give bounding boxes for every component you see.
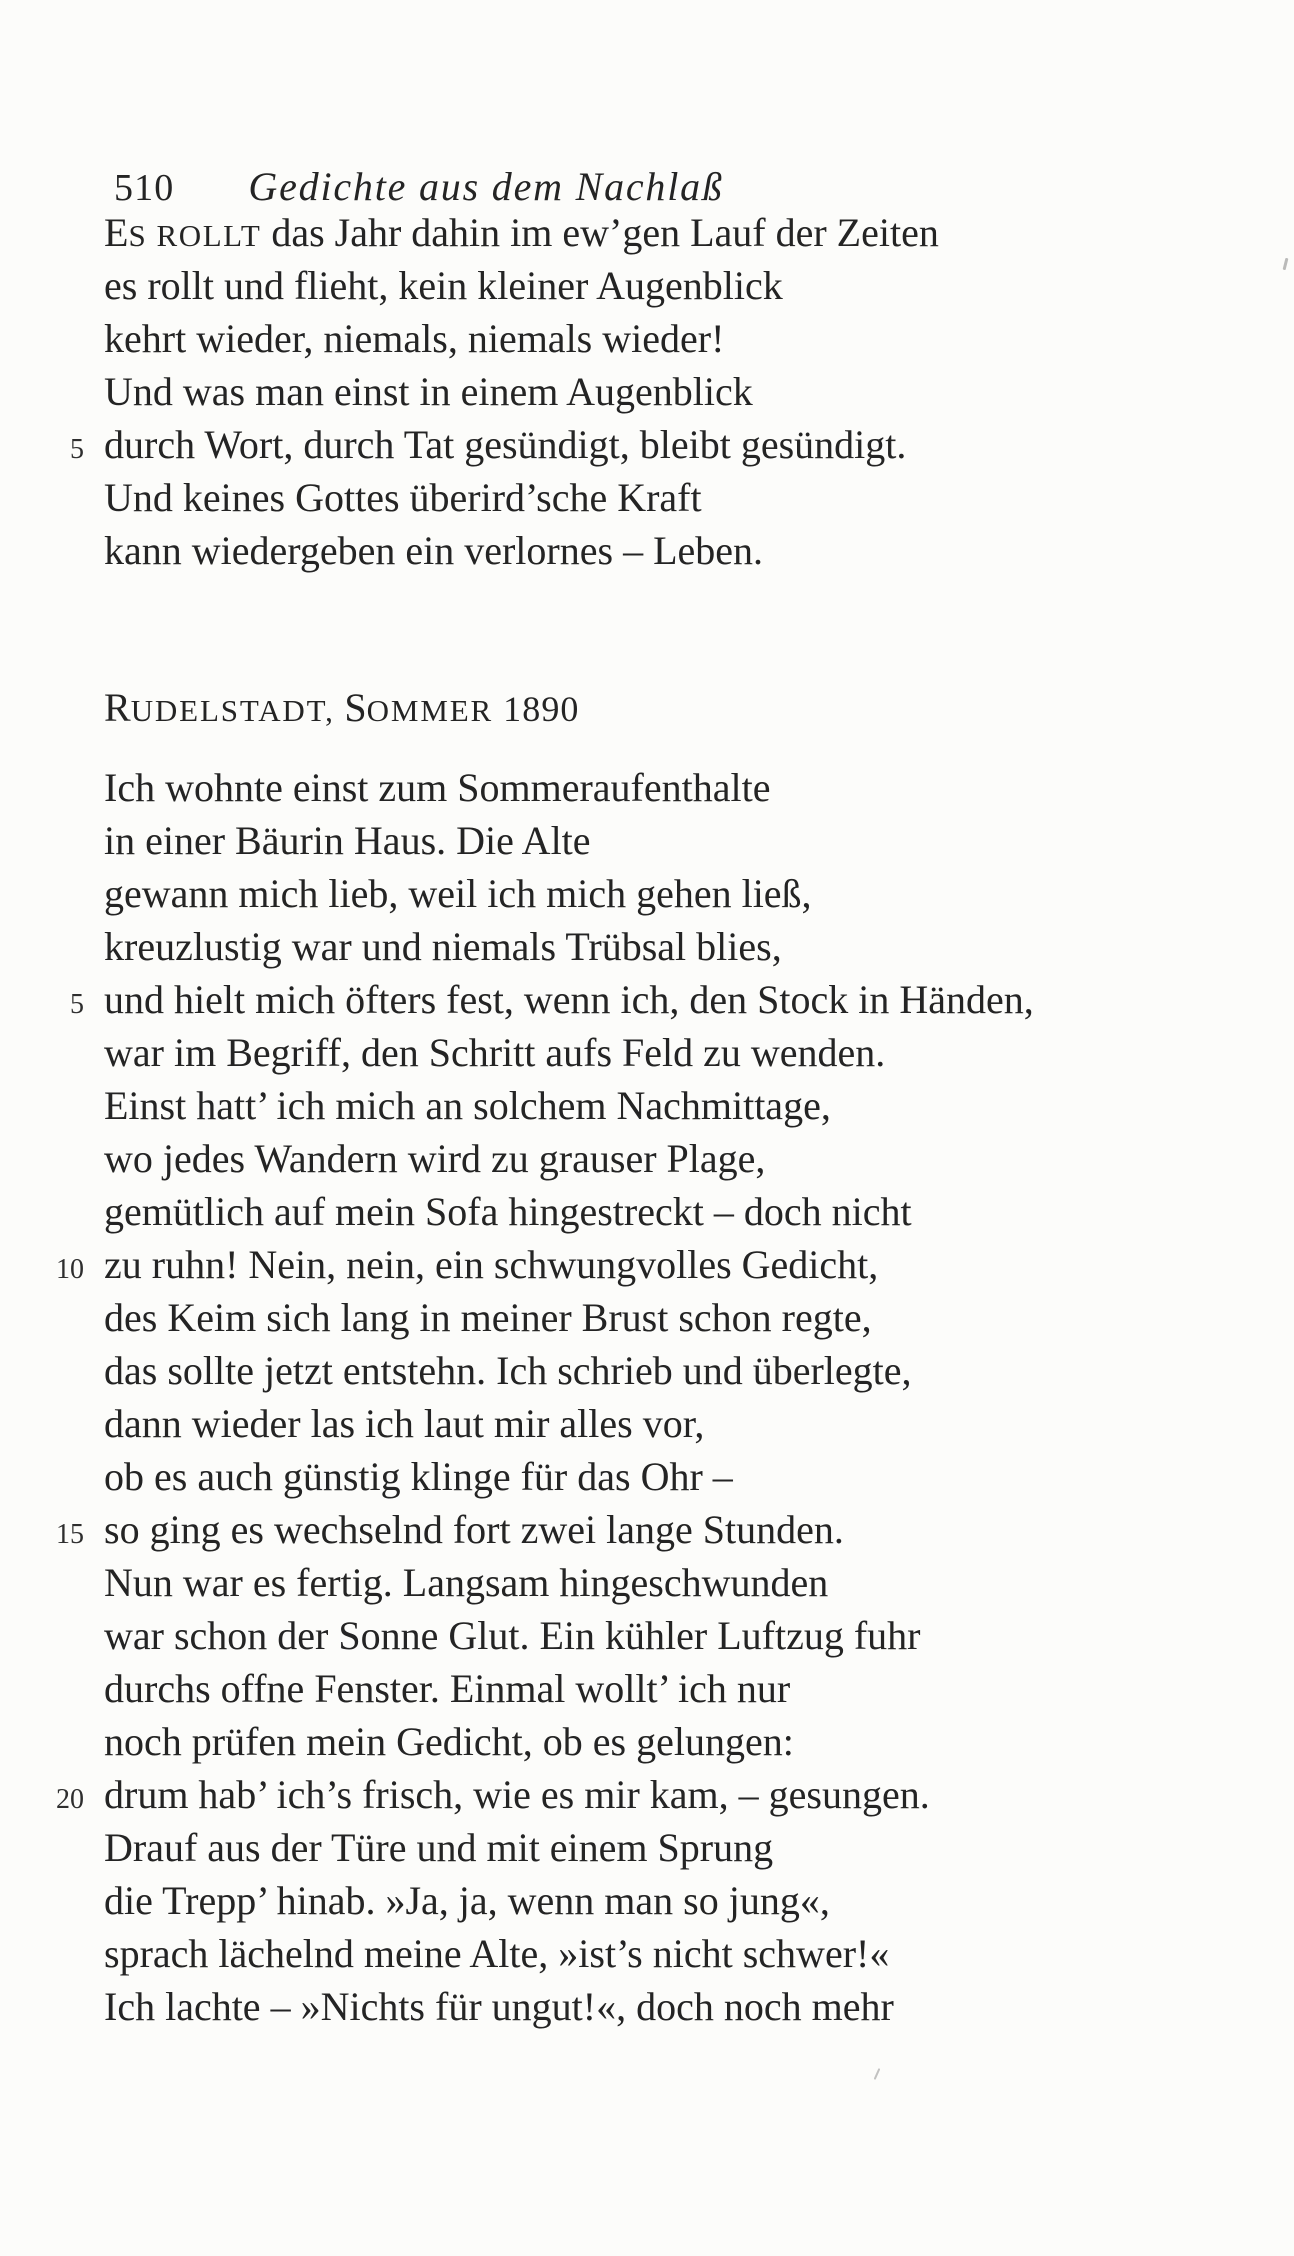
poem-line [0, 1185, 1254, 1238]
verse-line-text: sprach lächelnd meine Alte, »ist’s nicht schwer!« [104, 1931, 890, 1976]
poem-line [0, 418, 1254, 471]
verse-line-text: zu ruhn! Nein, nein, ein schwungvolles Gedicht, [104, 1242, 879, 1287]
verse-line-text: durch Wort, durch Tat gesündigt, bleibt gesündigt. [104, 422, 907, 467]
verse-line-text: dann wieder las ich laut mir alles vor, [104, 1401, 705, 1446]
poem-line [0, 1344, 1254, 1397]
running-title: Gedichte aus dem Nachlaß [248, 164, 724, 209]
verse-line-text: drum hab’ ich’s frisch, wie es mir kam, – gesungen. [104, 1772, 930, 1817]
verse-line-text: Ich lachte – »Nichts für ungut!«, doch noch mehr [104, 1984, 894, 2029]
verse-line-text: so ging es wechselnd fort zwei lange Stunden. [104, 1507, 844, 1552]
verse-line-text: wo jedes Wandern wird zu grauser Plage, [104, 1136, 766, 1181]
poem-title-rudelstadt-sommer-1890 [104, 681, 580, 734]
verse-line-number: 5 [70, 989, 84, 1020]
poem-line [0, 471, 1254, 524]
verse-line-text: Nun war es fertig. Langsam hingeschwunden [104, 1560, 829, 1605]
page-header [98, 115, 1214, 209]
poem-line [0, 1079, 1254, 1132]
poem-line [0, 365, 1254, 418]
verse-line-number: 10 [56, 1254, 84, 1285]
small-caps-text: OMMER [366, 693, 494, 728]
verse-line-text: Ich wohnte einst zum Sommeraufenthalte [104, 765, 771, 810]
poem-line [0, 814, 1254, 867]
poem-line [0, 1556, 1254, 1609]
scan-speck [874, 2068, 881, 2080]
verse-line-text: des Keim sich lang in meiner Brust schon regte, [104, 1295, 872, 1340]
poem-line [0, 1927, 1254, 1980]
verse-line-text: Und keines Gottes überird’sche Kraft [104, 475, 702, 520]
poem-line [0, 1132, 1254, 1185]
poem-rudelstadt [0, 761, 1254, 2033]
poem-line [0, 312, 1254, 365]
verse-line-text: Einst hatt’ ich mich an solchem Nachmittage, [104, 1083, 831, 1128]
poem-line [0, 1026, 1254, 1079]
verse-line-text: die Trepp’ hinab. »Ja, ja, wenn man so jung«, [104, 1878, 830, 1923]
poem-line [0, 1980, 1254, 2033]
poem-line [0, 920, 1254, 973]
date-numerals: 1890 [493, 689, 580, 729]
verse-line-text: das sollte jetzt entstehn. Ich schrieb und überlegte, [104, 1348, 912, 1393]
verse-line-number: 5 [70, 434, 84, 465]
poem-line [0, 1397, 1254, 1450]
verse-line-text: kreuzlustig war und niemals Trübsal blies, [104, 924, 782, 969]
line-text-segment: das Jahr dahin im ew’gen Lauf der Zeiten [261, 210, 939, 255]
poem-line [0, 867, 1254, 920]
poem-line [0, 1662, 1254, 1715]
verse-line-text: war schon der Sonne Glut. Ein kühler Luftzug fuhr [104, 1613, 921, 1658]
verse-line-text: es rollt und flieht, kein kleiner Augenblick [104, 263, 783, 308]
poem-line [0, 1291, 1254, 1344]
verse-line-text: ob es auch günstig klinge für das Ohr – [104, 1454, 733, 1499]
verse-line-text: gemütlich auf mein Sofa hingestreckt – doch nicht [104, 1189, 912, 1234]
poem-line [0, 973, 1254, 1026]
verse-line-text: Drauf aus der Türe und mit einem Sprung [104, 1825, 774, 1870]
poem-line [0, 761, 1254, 814]
small-caps-text: UDELSTADT, [130, 693, 345, 728]
verse-line-text: war im Begriff, den Schritt aufs Feld zu wenden. [104, 1030, 886, 1075]
poem-es-rollt [0, 206, 1254, 577]
verse-line-text: noch prüfen mein Gedicht, ob es gelungen: [104, 1719, 794, 1764]
verse-line-text: gewann mich lieb, weil ich mich gehen ließ, [104, 871, 812, 916]
scan-speck [1283, 258, 1289, 270]
verse-line-text: und hielt mich öfters fest, wenn ich, den Stock in Händen, [104, 977, 1034, 1022]
verse-line-number: 15 [56, 1519, 84, 1550]
lead-capital: R [104, 685, 131, 730]
poem-line [0, 524, 1254, 577]
poem-line [0, 1715, 1254, 1768]
verse-line-text [104, 206, 1254, 262]
verse-line-text: Und was man einst in einem Augenblick [104, 369, 753, 414]
poem-line [0, 1503, 1254, 1556]
verse-line-text: in einer Bäurin Haus. Die Alte [104, 818, 591, 863]
lead-capital: E [104, 210, 129, 255]
poem-line [0, 1821, 1254, 1874]
poem-line [0, 259, 1254, 312]
poem-line [0, 1609, 1254, 1662]
poem-line [0, 1874, 1254, 1927]
lead-capital: S [344, 685, 367, 730]
poem-line [0, 1238, 1254, 1291]
poem-line [0, 1768, 1254, 1821]
poem-line [0, 206, 1254, 259]
small-caps-text: S ROLLT [128, 218, 262, 253]
poem-line [0, 1450, 1254, 1503]
page-number: 510 [114, 167, 175, 209]
verse-line-text: kann wiedergeben ein verlornes – Leben. [104, 528, 764, 573]
verse-line-text: kehrt wieder, niemals, niemals wieder! [104, 316, 725, 361]
verse-line-number: 20 [56, 1784, 84, 1815]
verse-line-text: durchs offne Fenster. Einmal wollt’ ich nur [104, 1666, 791, 1711]
